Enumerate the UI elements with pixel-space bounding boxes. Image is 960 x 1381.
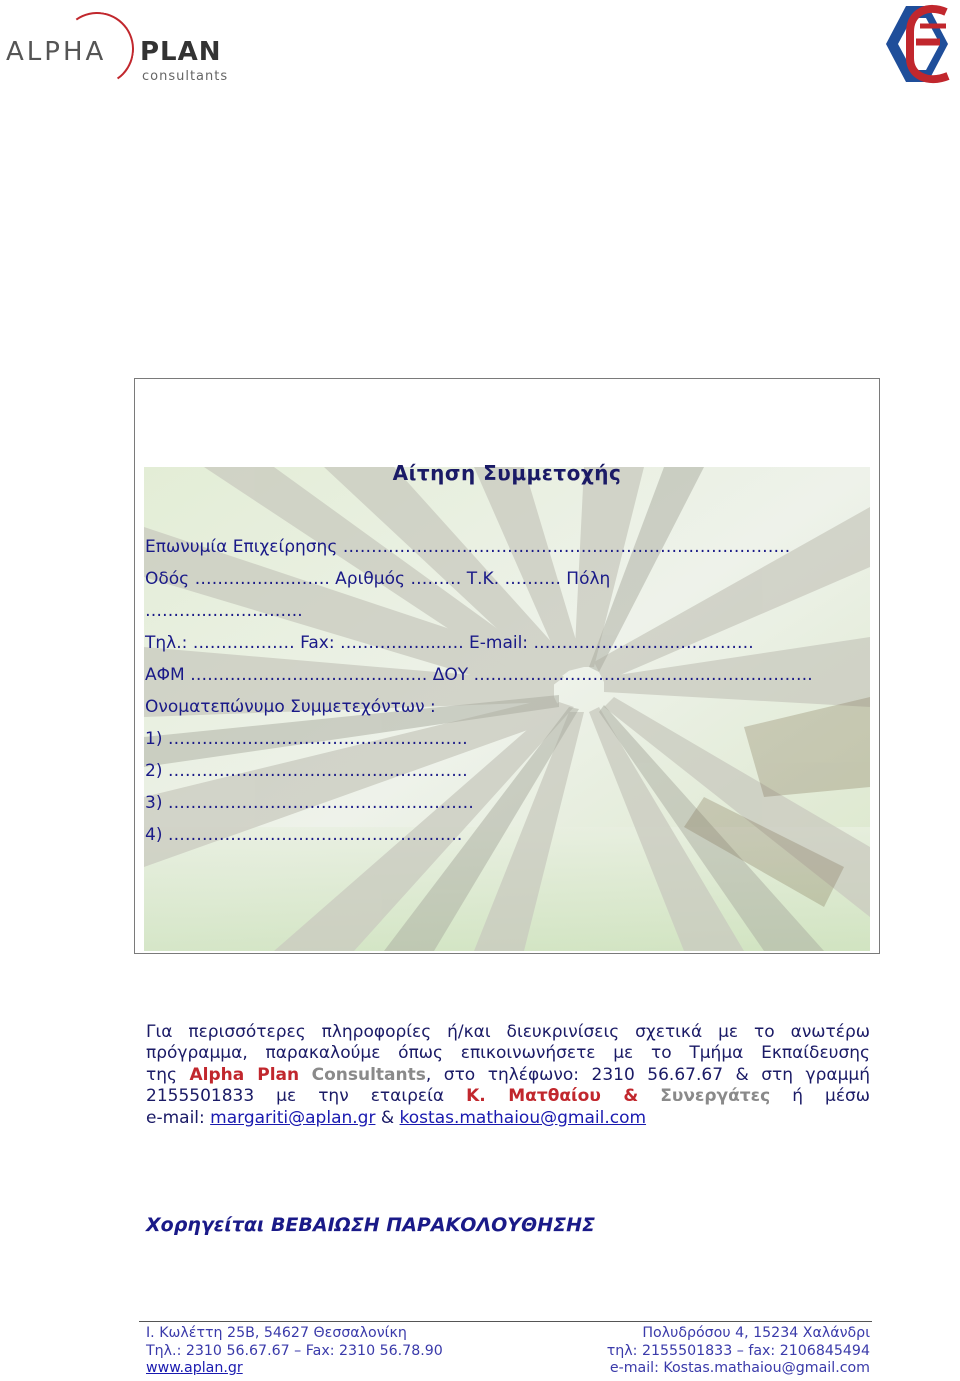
form-title: Αίτηση Συμμετοχής — [392, 461, 622, 485]
info-text: ή μέσω — [770, 1086, 871, 1107]
info-text: 2155501833 με την εταιρεία — [146, 1086, 467, 1107]
footer-phone-chalandri: τηλ: 2155501833 – fax: 2106845494 — [606, 1342, 870, 1359]
logo-word-alpha: ALPHA — [6, 37, 107, 67]
tax-field[interactable]: ΑΦΜ …………………..………………. ΔΟΥ …………………………………..………………. — [145, 665, 813, 685]
participant-1-field[interactable]: 1) …………………………………………….. — [145, 729, 468, 749]
info-text: της — [146, 1064, 190, 1085]
participants-label: Ονοματεπώνυμο Συμμετεχόντων : — [145, 697, 436, 717]
footer-address-thessaloniki: Ι. Κωλέττη 25Β, 54627 Θεσσαλονίκη — [146, 1325, 407, 1341]
footer-email-chalandri: e-mail: Kostas.mathaiou@gmail.com — [609, 1360, 870, 1377]
website-link[interactable]: www.aplan.gr — [146, 1360, 243, 1377]
logo-word-consultants: consultants — [142, 69, 229, 84]
alpha-plan-logo — [4, 10, 234, 85]
brand-alpha-plan: Alpha Plan — [189, 1064, 300, 1085]
city-field[interactable]: ………..…………….. — [145, 601, 303, 621]
footer-address-chalandri: Πολυδρόσου 4, 15234 Χαλάνδρι — [642, 1325, 870, 1341]
company-name-field[interactable]: Επωνυμία Επιχείρησης ……………………………………………………………………. — [145, 537, 791, 557]
info-text: , στο τηλέφωνο: 2310 56.67.67 & στη γραμμή — [425, 1064, 871, 1085]
certificate-note: Χορηγείται ΒΕΒΑΙΩΣΗ ΠΑΡΑΚΟΛΟΥΘΗΣΗΣ — [146, 1214, 595, 1236]
address-field[interactable]: Οδός ……………..……. Αριθμός ……… Τ.Κ. ………. Πόλη — [145, 569, 611, 589]
brand-mathaiou: Κ. Ματθαίου & — [466, 1086, 639, 1107]
footer-right — [602, 1325, 870, 1378]
info-line-2: πρόγραμμα, παρακαλούμε όπως επικοινωνήσετε με το Τμήμα Εκπαίδευσης — [146, 1043, 870, 1064]
form-fields — [145, 537, 870, 857]
info-line-1: Για περισσότερες πληροφορίες ή/και διευκρινίσεις σχετικά με το ανωτέρω — [146, 1022, 870, 1042]
info-line-3 — [146, 1065, 870, 1086]
email-link-mathaiou[interactable]: kostas.mathaiou@gmail.com — [399, 1107, 647, 1128]
email-link-margariti[interactable]: margariti@aplan.gr — [210, 1107, 376, 1128]
logo-word-plan: PLAN — [140, 37, 222, 67]
participant-4-field[interactable]: 4) ……………………………………………. — [145, 825, 463, 845]
footer-phone-thessaloniki: Τηλ.: 2310 56.67.67 – Fax: 2310 56.78.90 — [146, 1342, 443, 1359]
info-text: & — [375, 1107, 400, 1128]
info-line-4 — [146, 1086, 870, 1107]
application-form — [134, 378, 880, 954]
footer-left — [146, 1325, 443, 1378]
contact-field[interactable]: Τηλ.: ……………… Fax: ……………...…. E-mail: ……………………..…………. — [145, 633, 754, 653]
info-line-5 — [146, 1108, 870, 1129]
participant-3-field[interactable]: 3) ……………………………………………… — [145, 793, 474, 813]
brand-synergates: Συνεργάτες — [660, 1086, 771, 1107]
info-paragraph — [146, 1022, 870, 1129]
partner-logo — [876, 2, 958, 86]
info-text: e-mail: — [146, 1107, 211, 1128]
brand-consultants: Consultants — [311, 1064, 426, 1085]
participant-2-field[interactable]: 2) …………………………………………….. — [145, 761, 468, 781]
footer-divider — [139, 1321, 872, 1322]
